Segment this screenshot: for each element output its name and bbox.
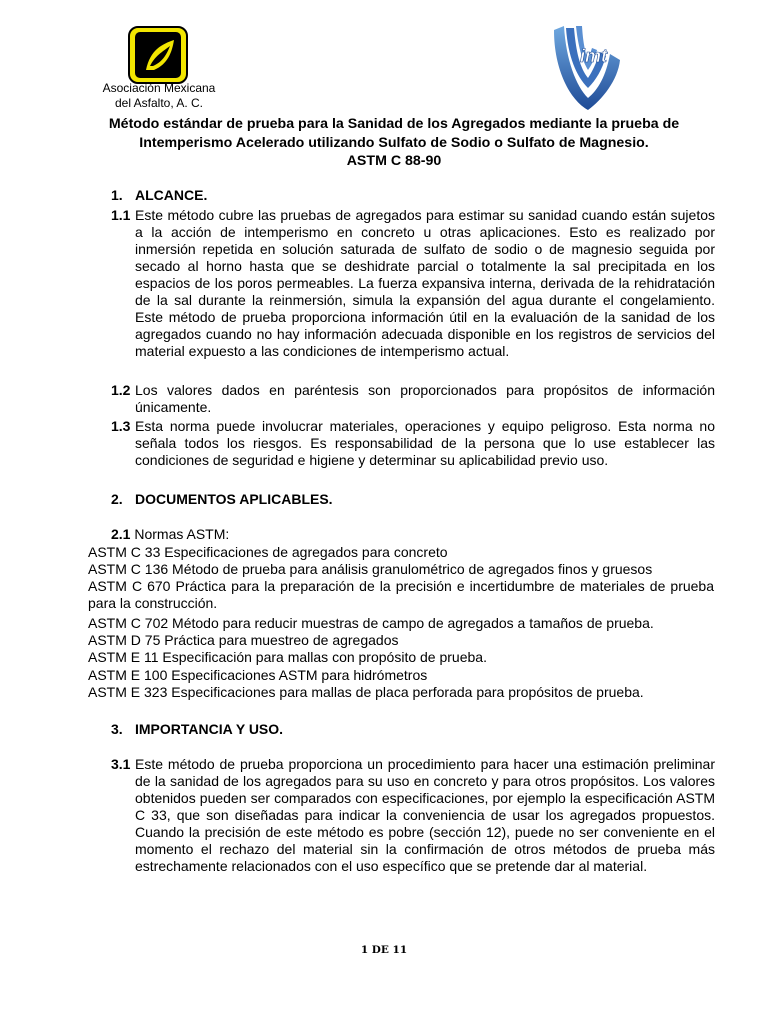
section-item [111, 526, 721, 543]
section-title: IMPORTANCIA Y USO. [135, 721, 284, 737]
standard-reference: ASTM C 702 Método para reducir muestras de campo de agregados a tamaños de prueba. [88, 615, 654, 631]
item-number: 1.1 [111, 207, 131, 223]
section-heading [111, 491, 333, 508]
item-number: 1.2 [111, 382, 131, 398]
standard-reference: ASTM C 670 Práctica para la preparación de la precisión e incertidumbre de materiales de prueba para la construcción. [88, 578, 714, 611]
standard-reference: ASTM E 100 Especificaciones ASTM para hidrómetros [88, 667, 428, 683]
item-text: Normas ASTM: [134, 526, 230, 542]
imt-logo [548, 20, 626, 112]
asociacion-mexicana-del-asfalto-logo [128, 26, 188, 84]
section-number: 1. [111, 187, 123, 203]
standard-reference: ASTM E 323 Especificaciones para mallas de placa perforada para propósitos de prueba. [88, 684, 644, 700]
standard-reference: ASTM C 33 Especificaciones de agregados para concreto [88, 544, 448, 560]
organization-name-line: Asociación Mexicana [102, 81, 216, 95]
item-text: Este método de prueba proporciona un procedimiento para hacer una estimación preliminar de la sanidad de los agregados para su uso en concreto y para otros propósitos. Los valores obtenidos pueden ser comparados con especificaciones, por ejemplo la especificación ASTM C 33, que son diseñadas para indicar la conveniencia de usar los agregados propuestos. Cuando la precisión de este método es pobre (sección 12), puede no ser conveniente en el momento el rechazo del material sin la confirmación de otros métodos de prueba más estrechamente relacionados con el uso específico que se pretende dar al material. [135, 756, 715, 874]
organization-name [92, 81, 226, 111]
document-title [70, 115, 718, 171]
section-heading [111, 721, 283, 738]
item-number: 1.3 [111, 418, 131, 434]
imt-logo-text: imt [580, 46, 607, 66]
section-heading [111, 187, 207, 204]
standard-reference: ASTM C 136 Método de prueba para análisis granulométrico de agregados finos y gruesos [88, 561, 653, 577]
title-line: Intemperismo Acelerado utilizando Sulfato de Sodio o Sulfato de Magnesio. [139, 134, 649, 151]
organization-name-line: del Asfalto, A. C. [114, 96, 204, 110]
section-number: 2. [111, 491, 123, 507]
section-title: DOCUMENTOS APLICABLES. [135, 491, 333, 507]
section-number: 3. [111, 721, 123, 737]
title-standard-code: ASTM C 88-90 [346, 153, 442, 169]
standard-reference: ASTM E 11 Especificación para mallas con propósito de prueba. [88, 649, 487, 665]
item-text: Esta norma puede involucrar materiales, operaciones y equipo peligroso. Esta norma no señala todos los riesgos. Es responsabilidad de la persona que lo use establecer las condiciones de seguridad e higiene y determinar su aplicabilidad previo uso. [135, 418, 715, 468]
item-text: Este método cubre las pruebas de agregados para estimar su sanidad cuando están sujetos a la acción de intemperismo en concreto u otras aplicaciones. Esto es realizado por inmersión repetida en solución saturada de sulfato de sodio o de magnesio seguida por secado al horno hasta que se deshidrate parcial o totalmente la sal precipitada en los espacios de los poros permeables. La fuerza expansiva interna, derivada de la rehidratación de la sal durante la reinmersión, simula la expansión del agua durante el congelamiento. Este método de prueba proporciona información útil en la evaluación de la sanidad de los agregados cuando no hay información adecuada disponible en los registros de servicios del material expuesto a las condiciones de intemperismo actual. [135, 207, 715, 359]
item-text: Los valores dados en paréntesis son proporcionados para propósitos de información únicamente. [135, 382, 715, 415]
title-line: Método estándar de prueba para la Sanidad de los Agregados mediante la prueba de [108, 116, 680, 132]
item-number: 2.1 [111, 526, 131, 542]
section-title: ALCANCE. [135, 187, 208, 203]
standard-reference: ASTM D 75 Práctica para muestreo de agregados [88, 632, 399, 648]
page-number: 1 DE 11 [360, 944, 408, 956]
item-number: 3.1 [111, 756, 131, 772]
